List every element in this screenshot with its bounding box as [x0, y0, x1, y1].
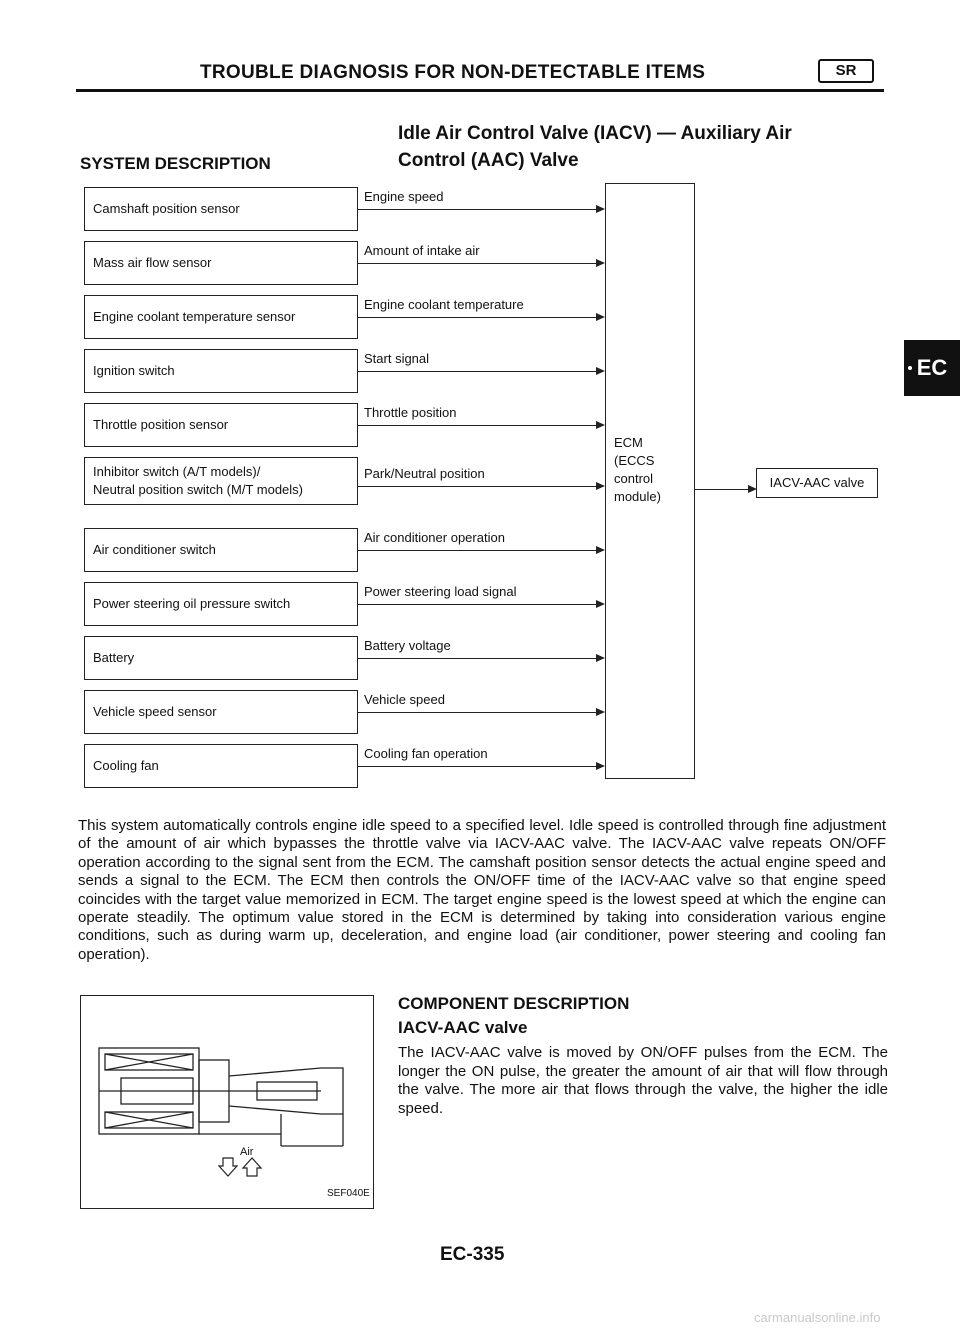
- sensor-box: [84, 457, 358, 505]
- tab-dot-icon: [908, 366, 912, 370]
- sensor-box: [84, 582, 358, 626]
- signal-line: [358, 658, 598, 659]
- watermark-text: carmanualsonline.info: [754, 1310, 881, 1325]
- component-name: IACV-AAC valve: [398, 1018, 528, 1037]
- ecm-output-line: [695, 489, 750, 490]
- section-heading-line-2: Control (AAC) Valve: [398, 150, 579, 171]
- signal-label: Vehicle speed: [364, 692, 445, 707]
- signal-line: [358, 425, 598, 426]
- signal-line: [358, 371, 598, 372]
- sensor-box: [84, 636, 358, 680]
- component-description-text: The IACV-AAC valve is moved by ON/OFF pulses from the ECM. The longer the ON pulse, the greater the amount of air that will flow through the valve. The more air that flows through the valve, the higher the idle speed.: [398, 1044, 888, 1117]
- system-description-text: This system automatically controls engine idle speed to a specified level. Idle speed is controlled through fine adjustment of the amount of air which bypasses the throttle valve via IACV-AAC valve. The IACV-AAC valve repeats ON/OFF operation according to the signal sent from the ECM. The camshaft position sensor detects the actual engine speed and sends a signal to the ECM. The ECM then controls the ON/OFF time of the IACV-AAC valve so that engine speed coincides with the target value memorized in ECM. The target engine speed is the lowest speed at which the engine can operate steadily. The optimum value stored in the ECM is determined by taking into consideration various engine conditions, such as during warm up, deceleration, and engine load (air conditioner, power steering and cooling fan operation).: [78, 817, 886, 963]
- signal-arrow-icon: [596, 546, 605, 554]
- sensor-label: [93, 416, 228, 434]
- sr-badge: SR: [818, 59, 874, 83]
- sensor-label: [93, 308, 295, 326]
- signal-arrow-icon: [596, 205, 605, 213]
- signal-label: Engine speed: [364, 189, 444, 204]
- sensor-label-line: Neutral position switch (M/T models): [93, 482, 303, 497]
- signal-label: Engine coolant temperature: [364, 297, 524, 312]
- ecm-label-line: module): [614, 489, 661, 504]
- ec-section-tab[interactable]: [904, 340, 960, 396]
- signal-arrow-icon: [596, 259, 605, 267]
- signal-label: Air conditioner operation: [364, 530, 505, 545]
- sensor-label-line: Throttle position sensor: [93, 417, 229, 432]
- figure-air-label: Air: [240, 1146, 254, 1158]
- signal-line: [358, 209, 598, 210]
- iacv-valve-illustration: [81, 996, 373, 1208]
- signal-line: [358, 766, 598, 767]
- sensor-label: [93, 649, 134, 667]
- signal-arrow-icon: [596, 421, 605, 429]
- sensor-label-line: Ignition switch: [93, 363, 175, 378]
- sensor-label-line: Battery: [93, 650, 135, 665]
- signal-label: Start signal: [364, 351, 430, 366]
- signal-label: Park/Neutral position: [364, 466, 485, 481]
- sensor-box: [84, 690, 358, 734]
- sensor-label-line: Vehicle speed sensor: [93, 704, 217, 719]
- sensor-label: [93, 541, 216, 559]
- signal-arrow-icon: [596, 654, 605, 662]
- signal-line: [358, 604, 598, 605]
- header-rule: [76, 89, 884, 92]
- sensor-label-line: Engine coolant temperature sensor: [93, 309, 296, 324]
- signal-arrow-icon: [596, 482, 605, 490]
- section-heading-line-1: Idle Air Control Valve (IACV) — Auxiliary Air: [398, 123, 792, 144]
- sensor-box: [84, 403, 358, 447]
- signal-line: [358, 263, 598, 264]
- sensor-box: [84, 187, 358, 231]
- sensor-label: [93, 703, 217, 721]
- ecm-label-line: ECM: [614, 435, 643, 450]
- sensor-label: [93, 595, 290, 613]
- signal-label: Power steering load signal: [364, 584, 517, 599]
- signal-line: [358, 712, 598, 713]
- sensor-label-line: Camshaft position sensor: [93, 201, 240, 216]
- signal-line: [358, 486, 598, 487]
- signal-arrow-icon: [596, 762, 605, 770]
- component-description-title: COMPONENT DESCRIPTION: [398, 994, 630, 1013]
- signal-line: [358, 550, 598, 551]
- signal-label: Throttle position: [364, 405, 457, 420]
- signal-arrow-icon: [596, 313, 605, 321]
- ecm-label: [614, 434, 661, 506]
- signal-arrow-icon: [596, 708, 605, 716]
- sensor-label-line: Mass air flow sensor: [93, 255, 212, 270]
- signal-line: [358, 317, 598, 318]
- component-description-heading: [398, 992, 629, 1040]
- figure-code: SEF040E: [327, 1188, 370, 1199]
- sensor-label-line: Cooling fan: [93, 758, 159, 773]
- page-header-title: TROUBLE DIAGNOSIS FOR NON-DETECTABLE ITEMS: [200, 62, 706, 83]
- sensor-box: [84, 528, 358, 572]
- signal-arrow-icon: [596, 367, 605, 375]
- ecm-label-line: (ECCS: [614, 453, 655, 468]
- page-number: EC-335: [440, 1244, 505, 1265]
- sensor-box: [84, 241, 358, 285]
- sensor-box: [84, 349, 358, 393]
- section-heading: [398, 120, 792, 174]
- sensor-label-line: Inhibitor switch (A/T models)/: [93, 464, 261, 479]
- sensor-label: [93, 463, 303, 499]
- sensor-label-line: Air conditioner switch: [93, 542, 216, 557]
- signal-label: Cooling fan operation: [364, 746, 488, 761]
- signal-arrow-icon: [596, 600, 605, 608]
- ec-tab-label: EC: [916, 355, 948, 380]
- sensor-box: [84, 295, 358, 339]
- sensor-label: [93, 254, 211, 272]
- iacv-aac-valve-box: IACV-AAC valve: [756, 468, 878, 498]
- signal-label: Amount of intake air: [364, 243, 480, 258]
- ecm-label-line: control: [614, 471, 654, 486]
- sensor-label: [93, 362, 175, 380]
- sensor-box: [84, 744, 358, 788]
- iacv-valve-figure: [80, 995, 374, 1209]
- system-description-heading: SYSTEM DESCRIPTION: [80, 154, 271, 173]
- sensor-label-line: Power steering oil pressure switch: [93, 596, 291, 611]
- sensor-label: [93, 757, 159, 775]
- sensor-label: [93, 200, 240, 218]
- signal-label: Battery voltage: [364, 638, 451, 653]
